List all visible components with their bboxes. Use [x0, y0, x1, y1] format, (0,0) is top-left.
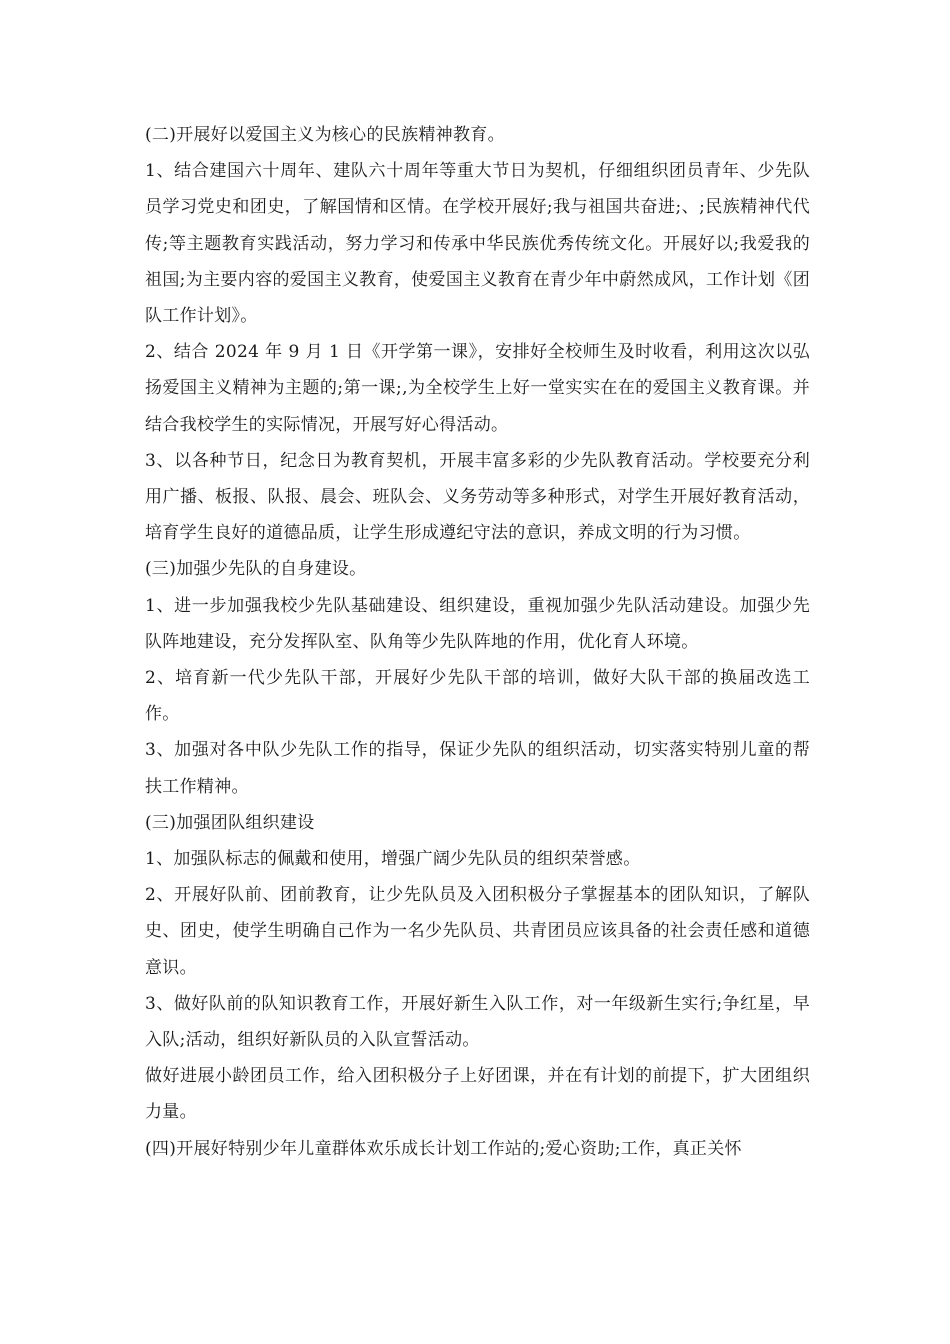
paragraph-item-2: 2、培育新一代少先队干部，开展好少先队干部的培训，做好大队干部的换届改选工作。	[145, 668, 810, 725]
section-heading-2: (二)开展好以爱国主义为核心的民族精神教育。	[145, 125, 505, 145]
paragraph-item-1: 1、结合建国六十周年、建队六十周年等重大节日为契机，仔细组织团员青年、少先队员学习党史和团史，了解国情和区情。在学校开展好;我与祖国共奋进;、;民族精神代代传;等主题教育实践活动，努力学习和传承中华民族优秀传统文化。开展好以;我爱我的祖国;为主要内容的爱国主义教育，使爱国主义教育在青少年中蔚然成风，工作计划《团队工作计划》。	[145, 161, 810, 327]
paragraph-item-3: 3、以各种节日，纪念日为教育契机，开展丰富多彩的少先队教育活动。学校要充分利用广播、板报、队报、晨会、班队会、义务劳动等多种形式，对学生开展好教育活动，培育学生良好的道德品质，让学生形成遵纪守法的意识，养成文明的行为习惯。	[145, 450, 810, 544]
paragraph-item-2: 2、开展好队前、团前教育，让少先队员及入团积极分子掌握基本的团队知识，了解队史、团史，使学生明确自己作为一名少先队员、共青团员应该具备的社会责任感和道德意识。	[145, 885, 810, 978]
section-heading-3: (三)加强少先队的自身建设。	[145, 559, 367, 580]
paragraph-item-1: 1、进一步加强我校少先队基础建设、组织建设，重视加强少先队活动建设。加强少先队阵地建设，充分发挥队室、队角等少先队阵地的作用，优化育人环境。	[145, 595, 810, 652]
paragraph-text: 做好进展小龄团员工作，给入团积极分子上好团课，并在有计划的前提下，扩大团组织力量。	[145, 1066, 810, 1123]
document-body	[145, 117, 810, 1167]
paragraph-item-3: 3、加强对各中队少先队工作的指导，保证少先队的组织活动，切实落实特别儿童的帮扶工作精神。	[145, 740, 810, 797]
paragraph-item-2: 2、结合 2024 年 9 月 1 日《开学第一课》，安排好全校师生及时收看，利用这次以弘扬爱国主义精神为主题的;第一课;,为全校学生上好一堂实实在在的爱国主义教育课。并结合我校学生的实际情况，开展写好心得活动。	[145, 342, 810, 435]
section-heading-3b: (三)加强团队组织建设	[145, 812, 315, 833]
paragraph-item-3: 3、做好队前的队知识教育工作，开展好新生入队工作，对一年级新生实行;争红星，早入队;活动，组织好新队员的入队宣誓活动。	[145, 993, 810, 1051]
paragraph-item-1: 1、加强队标志的佩戴和使用，增强广阔少先队员的组织荣誉感。	[145, 849, 641, 870]
section-heading-4: (四)开展好特别少年儿童群体欢乐成长计划工作站的;爱心资助;工作，真正关怀	[145, 1138, 742, 1159]
